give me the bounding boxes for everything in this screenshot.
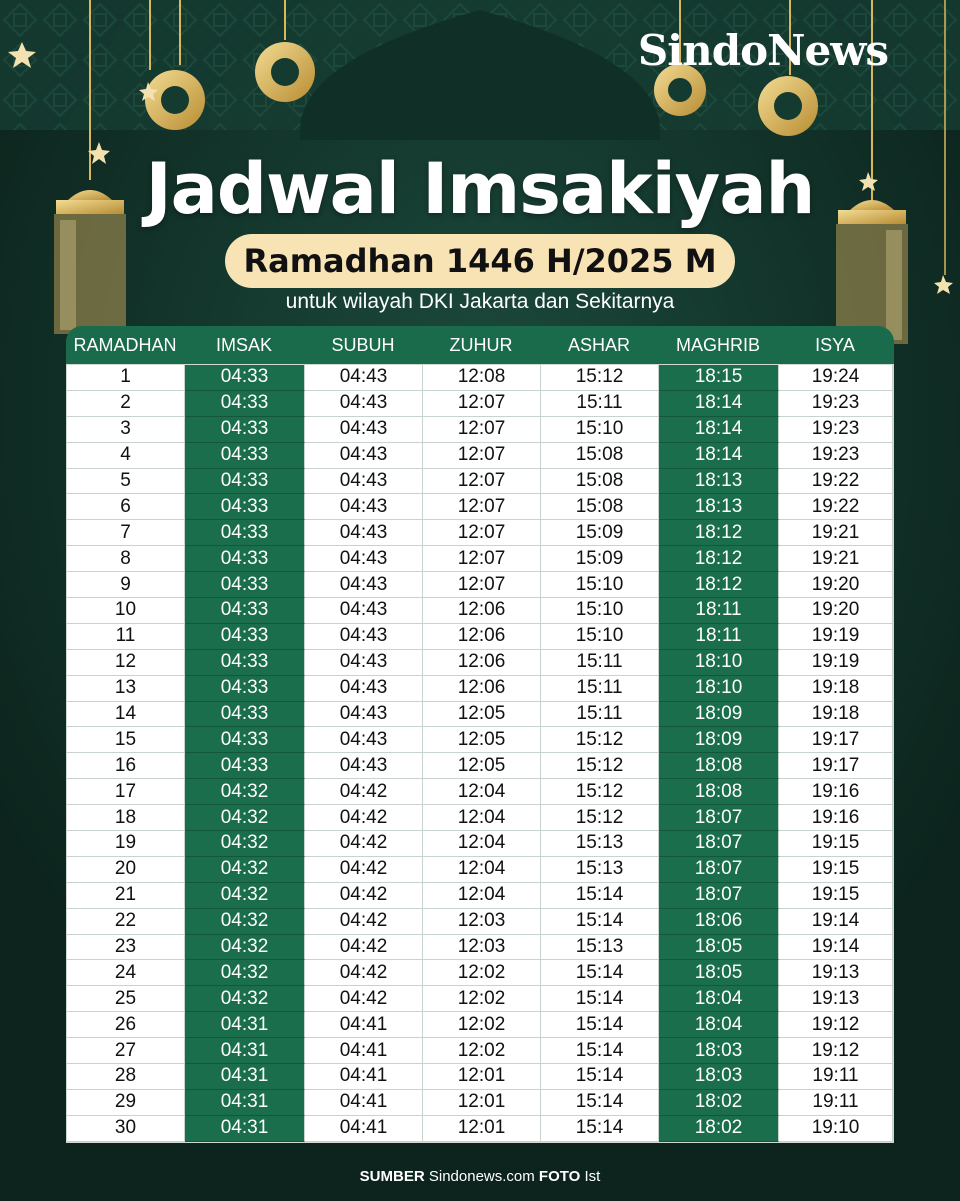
cell-ashar: 15:09 <box>541 520 659 546</box>
column-header-maghrib: MAGHRIB <box>675 334 760 355</box>
cell-ramadhan: 11 <box>67 624 185 650</box>
cell-imsak: 04:32 <box>185 960 305 986</box>
brand-logo: SindoNews <box>637 26 888 75</box>
table-row <box>67 650 893 676</box>
cell-ashar: 15:14 <box>541 1038 659 1064</box>
cell-maghrib: 18:09 <box>659 727 779 753</box>
cell-maghrib: 18:12 <box>659 520 779 546</box>
cell-zuhur: 12:03 <box>423 909 541 935</box>
cell-imsak: 04:32 <box>185 779 305 805</box>
cell-isya: 19:21 <box>779 546 893 572</box>
cell-isya: 19:14 <box>779 935 893 961</box>
column-header-isya: ISYA <box>815 334 855 355</box>
cell-ramadhan: 5 <box>67 469 185 495</box>
cell-ashar: 15:11 <box>541 650 659 676</box>
cell-imsak: 04:33 <box>185 546 305 572</box>
cell-zuhur: 12:06 <box>423 676 541 702</box>
table-row <box>67 365 893 391</box>
cell-zuhur: 12:01 <box>423 1090 541 1116</box>
cell-imsak: 04:32 <box>185 831 305 857</box>
cell-ramadhan: 30 <box>67 1116 185 1142</box>
cell-imsak: 04:33 <box>185 676 305 702</box>
cell-maghrib: 18:07 <box>659 831 779 857</box>
table-row <box>67 1012 893 1038</box>
cell-ramadhan: 26 <box>67 1012 185 1038</box>
page-title: Jadwal Imsakiyah <box>145 148 815 230</box>
cell-ashar: 15:14 <box>541 1116 659 1142</box>
cell-ramadhan: 2 <box>67 391 185 417</box>
cell-maghrib: 18:13 <box>659 494 779 520</box>
cell-imsak: 04:33 <box>185 520 305 546</box>
cell-imsak: 04:33 <box>185 624 305 650</box>
cell-zuhur: 12:02 <box>423 1038 541 1064</box>
cell-ramadhan: 28 <box>67 1064 185 1090</box>
source-credit <box>0 1168 960 1185</box>
cell-imsak: 04:33 <box>185 494 305 520</box>
cell-zuhur: 12:05 <box>423 753 541 779</box>
cell-zuhur: 12:07 <box>423 469 541 495</box>
cell-ashar: 15:08 <box>541 494 659 520</box>
table-row <box>67 805 893 831</box>
cell-zuhur: 12:04 <box>423 831 541 857</box>
cell-ashar: 15:10 <box>541 572 659 598</box>
cell-maghrib: 18:05 <box>659 960 779 986</box>
cell-isya: 19:19 <box>779 624 893 650</box>
cell-subuh: 04:43 <box>305 417 423 443</box>
cell-isya: 19:15 <box>779 831 893 857</box>
cell-subuh: 04:42 <box>305 883 423 909</box>
table-row <box>67 727 893 753</box>
flower-ornament-icon <box>255 42 315 102</box>
cell-isya: 19:15 <box>779 883 893 909</box>
table-row <box>67 676 893 702</box>
cell-subuh: 04:43 <box>305 650 423 676</box>
cell-zuhur: 12:07 <box>423 494 541 520</box>
cell-isya: 19:22 <box>779 469 893 495</box>
cell-imsak: 04:33 <box>185 727 305 753</box>
cell-ramadhan: 3 <box>67 417 185 443</box>
cell-subuh: 04:42 <box>305 779 423 805</box>
cell-subuh: 04:42 <box>305 986 423 1012</box>
cell-isya: 19:16 <box>779 805 893 831</box>
cell-ramadhan: 27 <box>67 1038 185 1064</box>
cell-ramadhan: 21 <box>67 883 185 909</box>
cell-zuhur: 12:02 <box>423 1012 541 1038</box>
cell-ramadhan: 4 <box>67 443 185 469</box>
cell-ramadhan: 22 <box>67 909 185 935</box>
cell-isya: 19:18 <box>779 676 893 702</box>
cell-subuh: 04:43 <box>305 624 423 650</box>
cell-ashar: 15:14 <box>541 986 659 1012</box>
cell-isya: 19:23 <box>779 417 893 443</box>
cell-zuhur: 12:03 <box>423 935 541 961</box>
cell-ashar: 15:13 <box>541 935 659 961</box>
cell-subuh: 04:43 <box>305 494 423 520</box>
column-header-subuh: SUBUH <box>331 334 395 355</box>
flower-ornament-icon <box>758 76 818 136</box>
table-row <box>67 909 893 935</box>
table-row <box>67 494 893 520</box>
cell-isya: 19:22 <box>779 494 893 520</box>
cell-ramadhan: 19 <box>67 831 185 857</box>
cell-maghrib: 18:02 <box>659 1090 779 1116</box>
cell-ramadhan: 12 <box>67 650 185 676</box>
cell-isya: 19:16 <box>779 779 893 805</box>
cell-zuhur: 12:06 <box>423 598 541 624</box>
cell-imsak: 04:32 <box>185 986 305 1012</box>
cell-subuh: 04:41 <box>305 1012 423 1038</box>
cell-ashar: 15:12 <box>541 365 659 391</box>
cell-subuh: 04:43 <box>305 727 423 753</box>
cell-maghrib: 18:12 <box>659 572 779 598</box>
cell-maghrib: 18:09 <box>659 702 779 728</box>
table-row <box>67 598 893 624</box>
cell-isya: 19:12 <box>779 1038 893 1064</box>
cell-ashar: 15:14 <box>541 960 659 986</box>
cell-ashar: 15:14 <box>541 883 659 909</box>
cell-subuh: 04:43 <box>305 702 423 728</box>
cell-ramadhan: 9 <box>67 572 185 598</box>
table-row <box>67 417 893 443</box>
table-row <box>67 935 893 961</box>
cell-imsak: 04:32 <box>185 857 305 883</box>
cell-subuh: 04:43 <box>305 598 423 624</box>
cell-maghrib: 18:14 <box>659 417 779 443</box>
cell-ashar: 15:13 <box>541 857 659 883</box>
cell-subuh: 04:42 <box>305 935 423 961</box>
schedule-table <box>66 326 894 1143</box>
cell-imsak: 04:33 <box>185 443 305 469</box>
cell-ashar: 15:09 <box>541 546 659 572</box>
cell-ashar: 15:14 <box>541 909 659 935</box>
cell-subuh: 04:43 <box>305 753 423 779</box>
column-header-ramadhan: RAMADHAN <box>73 334 177 355</box>
cell-subuh: 04:43 <box>305 572 423 598</box>
cell-maghrib: 18:11 <box>659 598 779 624</box>
cell-isya: 19:20 <box>779 572 893 598</box>
cell-maghrib: 18:15 <box>659 365 779 391</box>
cell-zuhur: 12:07 <box>423 417 541 443</box>
table-row <box>67 779 893 805</box>
cell-isya: 19:20 <box>779 598 893 624</box>
cell-subuh: 04:43 <box>305 520 423 546</box>
table-row <box>67 1038 893 1064</box>
cell-isya: 19:11 <box>779 1090 893 1116</box>
cell-isya: 19:18 <box>779 702 893 728</box>
cell-imsak: 04:33 <box>185 572 305 598</box>
cell-zuhur: 12:04 <box>423 779 541 805</box>
cell-ramadhan: 16 <box>67 753 185 779</box>
cell-ashar: 15:11 <box>541 676 659 702</box>
cell-maghrib: 18:14 <box>659 391 779 417</box>
cell-maghrib: 18:07 <box>659 857 779 883</box>
cell-maghrib: 18:02 <box>659 1116 779 1142</box>
cell-subuh: 04:42 <box>305 805 423 831</box>
cell-maghrib: 18:03 <box>659 1064 779 1090</box>
cell-isya: 19:23 <box>779 443 893 469</box>
cell-subuh: 04:43 <box>305 676 423 702</box>
cell-maghrib: 18:07 <box>659 883 779 909</box>
cell-imsak: 04:33 <box>185 417 305 443</box>
table-row <box>67 831 893 857</box>
cell-isya: 19:11 <box>779 1064 893 1090</box>
cell-ramadhan: 20 <box>67 857 185 883</box>
cell-zuhur: 12:05 <box>423 727 541 753</box>
cell-ramadhan: 23 <box>67 935 185 961</box>
cell-ramadhan: 6 <box>67 494 185 520</box>
cell-ramadhan: 8 <box>67 546 185 572</box>
table-row <box>67 753 893 779</box>
cell-zuhur: 12:07 <box>423 572 541 598</box>
cell-isya: 19:17 <box>779 753 893 779</box>
cell-subuh: 04:42 <box>305 857 423 883</box>
cell-ashar: 15:14 <box>541 1090 659 1116</box>
cell-imsak: 04:32 <box>185 909 305 935</box>
cell-ramadhan: 10 <box>67 598 185 624</box>
source-label: SUMBER <box>359 1168 425 1185</box>
cell-isya: 19:24 <box>779 365 893 391</box>
table-row <box>67 572 893 598</box>
cell-ramadhan: 18 <box>67 805 185 831</box>
cell-subuh: 04:43 <box>305 469 423 495</box>
cell-ashar: 15:10 <box>541 624 659 650</box>
cell-imsak: 04:33 <box>185 598 305 624</box>
cell-imsak: 04:33 <box>185 391 305 417</box>
cell-zuhur: 12:04 <box>423 857 541 883</box>
cell-subuh: 04:42 <box>305 831 423 857</box>
cell-zuhur: 12:04 <box>423 805 541 831</box>
cell-zuhur: 12:01 <box>423 1064 541 1090</box>
cell-zuhur: 12:02 <box>423 986 541 1012</box>
cell-maghrib: 18:07 <box>659 805 779 831</box>
cell-subuh: 04:43 <box>305 546 423 572</box>
source-value: Sindonews.com <box>428 1168 535 1185</box>
cell-ashar: 15:11 <box>541 702 659 728</box>
cell-maghrib: 18:04 <box>659 986 779 1012</box>
cell-zuhur: 12:05 <box>423 702 541 728</box>
cell-subuh: 04:41 <box>305 1090 423 1116</box>
cell-imsak: 04:32 <box>185 935 305 961</box>
cell-ashar: 15:14 <box>541 1012 659 1038</box>
cell-ramadhan: 29 <box>67 1090 185 1116</box>
column-header-ashar: ASHAR <box>567 334 630 355</box>
subtitle-badge <box>225 234 735 288</box>
cell-subuh: 04:41 <box>305 1064 423 1090</box>
cell-zuhur: 12:04 <box>423 883 541 909</box>
photo-label: FOTO <box>538 1168 581 1185</box>
cell-ramadhan: 1 <box>67 365 185 391</box>
table-row <box>67 857 893 883</box>
cell-subuh: 04:43 <box>305 443 423 469</box>
cell-maghrib: 18:03 <box>659 1038 779 1064</box>
cell-maghrib: 18:04 <box>659 1012 779 1038</box>
cell-maghrib: 18:06 <box>659 909 779 935</box>
cell-imsak: 04:31 <box>185 1012 305 1038</box>
table-row <box>67 1116 893 1142</box>
column-header-imsak: IMSAK <box>215 334 272 355</box>
cell-ashar: 15:08 <box>541 443 659 469</box>
cell-zuhur: 12:07 <box>423 546 541 572</box>
cell-imsak: 04:33 <box>185 753 305 779</box>
cell-maghrib: 18:10 <box>659 650 779 676</box>
cell-imsak: 04:31 <box>185 1038 305 1064</box>
cell-isya: 19:19 <box>779 650 893 676</box>
cell-ramadhan: 24 <box>67 960 185 986</box>
photo-value: Ist <box>584 1168 601 1185</box>
cell-maghrib: 18:12 <box>659 546 779 572</box>
cell-imsak: 04:32 <box>185 883 305 909</box>
cell-isya: 19:10 <box>779 1116 893 1142</box>
table-row <box>67 883 893 909</box>
cell-isya: 19:23 <box>779 391 893 417</box>
cell-subuh: 04:42 <box>305 909 423 935</box>
table-row <box>67 1090 893 1116</box>
table-row <box>67 546 893 572</box>
cell-ramadhan: 13 <box>67 676 185 702</box>
table-row <box>67 443 893 469</box>
region-caption: untuk wilayah DKI Jakarta dan Sekitarnya <box>285 290 675 313</box>
table-row <box>67 702 893 728</box>
cell-imsak: 04:31 <box>185 1064 305 1090</box>
cell-ashar: 15:10 <box>541 417 659 443</box>
cell-imsak: 04:32 <box>185 805 305 831</box>
cell-imsak: 04:31 <box>185 1116 305 1142</box>
cell-zuhur: 12:02 <box>423 960 541 986</box>
cell-isya: 19:21 <box>779 520 893 546</box>
cell-ashar: 15:10 <box>541 598 659 624</box>
cell-zuhur: 12:07 <box>423 391 541 417</box>
cell-isya: 19:12 <box>779 1012 893 1038</box>
cell-zuhur: 12:07 <box>423 443 541 469</box>
cell-isya: 19:13 <box>779 986 893 1012</box>
cell-subuh: 04:41 <box>305 1038 423 1064</box>
cell-maghrib: 18:11 <box>659 624 779 650</box>
cell-imsak: 04:33 <box>185 365 305 391</box>
cell-isya: 19:15 <box>779 857 893 883</box>
table-row <box>67 1064 893 1090</box>
table-header <box>66 326 894 364</box>
cell-imsak: 04:33 <box>185 650 305 676</box>
cell-isya: 19:17 <box>779 727 893 753</box>
cell-ashar: 15:12 <box>541 779 659 805</box>
cell-maghrib: 18:05 <box>659 935 779 961</box>
cell-ashar: 15:08 <box>541 469 659 495</box>
cell-maghrib: 18:10 <box>659 676 779 702</box>
table-row <box>67 624 893 650</box>
cell-maghrib: 18:08 <box>659 779 779 805</box>
cell-ramadhan: 7 <box>67 520 185 546</box>
cell-zuhur: 12:08 <box>423 365 541 391</box>
table-body <box>66 364 894 1143</box>
cell-ashar: 15:12 <box>541 805 659 831</box>
cell-ashar: 15:14 <box>541 1064 659 1090</box>
cell-imsak: 04:33 <box>185 469 305 495</box>
cell-ramadhan: 25 <box>67 986 185 1012</box>
cell-maghrib: 18:08 <box>659 753 779 779</box>
cell-ashar: 15:11 <box>541 391 659 417</box>
subtitle-text: Ramadhan 1446 H/2025 M <box>243 242 717 280</box>
cell-subuh: 04:43 <box>305 365 423 391</box>
cell-zuhur: 12:01 <box>423 1116 541 1142</box>
table-row <box>67 469 893 495</box>
table-row <box>67 391 893 417</box>
cell-ashar: 15:13 <box>541 831 659 857</box>
cell-ramadhan: 17 <box>67 779 185 805</box>
cell-imsak: 04:33 <box>185 702 305 728</box>
cell-subuh: 04:42 <box>305 960 423 986</box>
cell-ramadhan: 14 <box>67 702 185 728</box>
cell-isya: 19:13 <box>779 960 893 986</box>
table-row <box>67 960 893 986</box>
cell-imsak: 04:31 <box>185 1090 305 1116</box>
cell-maghrib: 18:14 <box>659 443 779 469</box>
cell-ashar: 15:12 <box>541 753 659 779</box>
cell-ramadhan: 15 <box>67 727 185 753</box>
column-header-zuhur: ZUHUR <box>449 334 513 355</box>
cell-ashar: 15:12 <box>541 727 659 753</box>
table-row <box>67 520 893 546</box>
table-row <box>67 986 893 1012</box>
cell-zuhur: 12:06 <box>423 624 541 650</box>
cell-zuhur: 12:06 <box>423 650 541 676</box>
cell-zuhur: 12:07 <box>423 520 541 546</box>
cell-maghrib: 18:13 <box>659 469 779 495</box>
cell-subuh: 04:41 <box>305 1116 423 1142</box>
cell-subuh: 04:43 <box>305 391 423 417</box>
cell-isya: 19:14 <box>779 909 893 935</box>
